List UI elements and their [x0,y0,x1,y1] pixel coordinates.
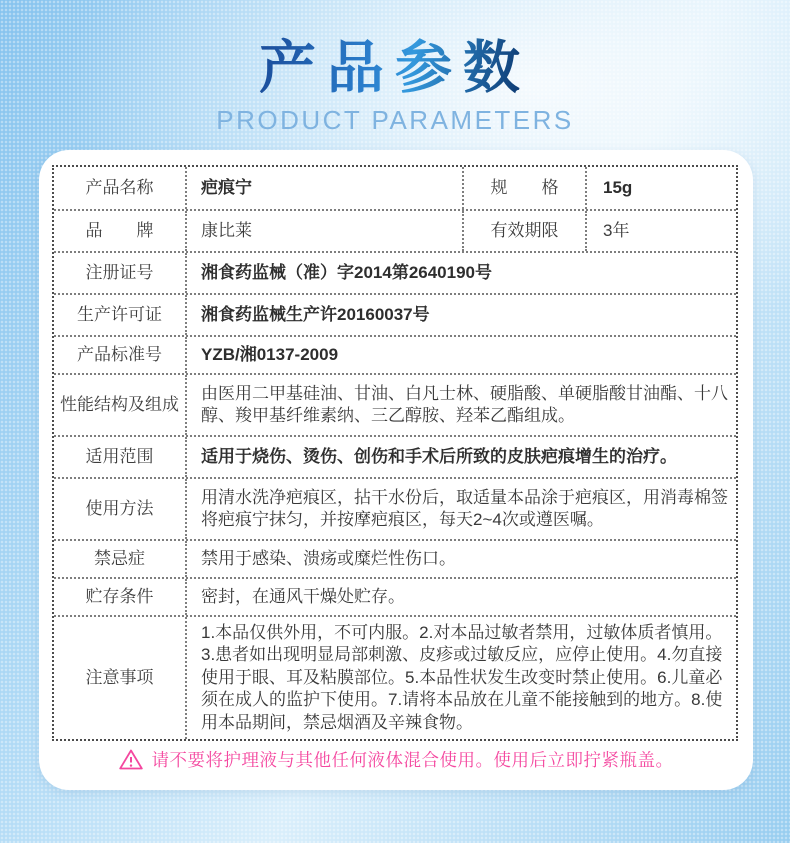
row-value: 适用于烧伤、烫伤、创伤和手术后所致的皮肤疤痕增生的治疗。 [185,437,736,477]
row-value: 3年 [585,211,736,251]
row-value: 康比莱 [185,211,462,251]
row-label: 品 牌 [85,220,154,240]
table-row [54,615,736,739]
row-label: 使用方法 [85,498,154,518]
table-row [54,209,736,251]
page-title: 产品参数 [259,22,531,104]
table-row [54,293,736,335]
parameters-panel [39,150,753,790]
table-row [54,435,736,477]
row-label: 生产许可证 [77,304,162,324]
table-row [54,577,736,615]
table-row [54,167,736,209]
row-value: 疤痕宁 [185,167,462,209]
row-label: 产品标准号 [77,344,162,364]
warning-text: 请不要将护理液与其他任何液体混合使用。使用后立即拧紧瓶盖。 [151,750,674,770]
row-label: 适用范围 [85,446,154,466]
row-label: 性能结构及组成 [60,394,179,414]
warning-note [39,747,753,772]
row-value: 15g [585,167,736,209]
row-value: 用清水洗净疤痕区，拈干水份后，取适量本品涂于疤痕区，用消毒棉签将疤痕宁抹匀，并按摩疤痕区，每天2~4次或遵医嘱。 [185,479,736,539]
table-row [54,477,736,539]
row-value: 湘食药监械（准）字2014第2640190号 [185,253,736,293]
row-label: 注册证号 [85,262,154,282]
row-label: 有效期限 [462,211,585,251]
row-value: 1.本品仅供外用，不可内服。2.对本品过敏者禁用，过敏体质者慎用。3.患者如出现明显局部刺激、皮疹或过敏反应，应停止使用。4.勿直接使用于眼、耳及粘膜部位。5.本品性状发生改变时禁止使用。6.儿童必须在成人的监护下使用。7.请将本品放在儿童不能接触到的地方。8.使用本品期间，禁忌烟酒及辛辣食物。 [185,617,736,739]
row-label: 注意事项 [85,667,154,687]
table-row [54,335,736,373]
row-label: 贮存条件 [85,586,154,606]
parameters-table [52,165,738,741]
row-label: 规 格 [462,167,585,209]
row-value: YZB/湘0137-2009 [185,337,736,373]
row-label: 产品名称 [85,177,154,197]
row-label: 禁忌症 [94,548,145,568]
page-subtitle: PRODUCT PARAMETERS [216,105,574,135]
table-row [54,251,736,293]
row-value: 密封，在通风干燥处贮存。 [185,579,736,615]
page-header [0,0,790,136]
table-row [54,373,736,435]
row-value: 禁用于感染、溃疡或糜烂性伤口。 [185,541,736,577]
table-row [54,539,736,577]
warning-triangle-icon [119,749,143,770]
row-value: 湘食药监械生产许20160037号 [185,295,736,335]
row-value: 由医用二甲基硅油、甘油、白凡士林、硬脂酸、单硬脂酸甘油酯、十八醇、羧甲基纤维素纳、三乙醇胺、羟苯乙酯组成。 [185,375,736,435]
